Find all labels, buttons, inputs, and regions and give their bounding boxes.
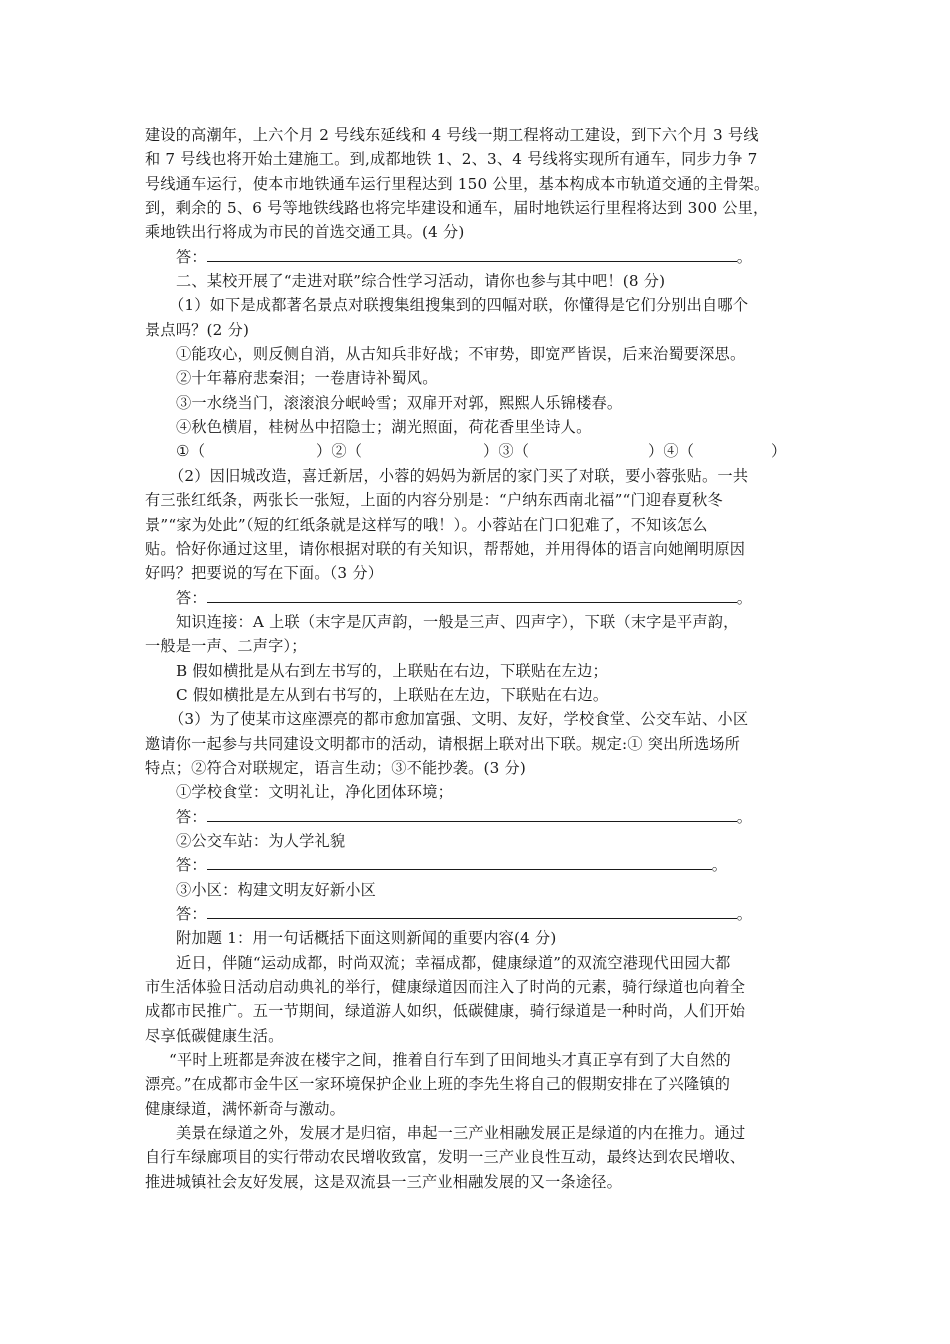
knowledge-line: B 假如横批是从右到左书写的，上联贴在右边，下联贴在左边；: [176, 661, 608, 680]
news-line: 美景在绿道之外，发展才是归宿，串起一三产业相融发展正是绿道的内在推力。通过: [176, 1124, 746, 1143]
section-title: 二、某校开展了“走进对联”综合性学习活动，请你也参与其中吧！(8 分): [176, 272, 666, 291]
question-line: 好吗？把要说的写在下面。（3 分）: [145, 564, 384, 583]
answer-period: 。: [736, 905, 753, 923]
question-line: 特点；②符合对联规定，语言生动；③不能抄袭。(3 分): [145, 758, 527, 777]
text-line: 和 7 号线也将开始土建施工。到,成都地铁 1、2、3、4 号线将实现所有通车，同步力争 7: [145, 150, 758, 169]
news-line: 漂亮。”在成都市金牛区一家环境保护企业上班的李先生将自己的假期安排在了兴隆镇的: [145, 1075, 731, 1094]
fill-in-parens-line: [145, 439, 820, 463]
news-line: 推进城镇社会友好发展，这是双流县一三产业相融发展的又一条途径。: [145, 1172, 623, 1191]
couplet-prompt: ②公交车站：为人学礼貌: [176, 831, 346, 850]
news-line: 市生活体验日活动启动典礼的举行，健康绿道因而注入了时尚的元素，骑行绿道也向着全: [145, 978, 746, 997]
answer-blank[interactable]: [207, 903, 737, 919]
knowledge-line: C 假如横批是左从到右书写的，上联贴在左边，下联贴在右边。: [176, 685, 609, 704]
knowledge-line: 一般是一声、二声字）；: [145, 637, 307, 656]
couplet-prompt: ①学校食堂：文明礼让，净化团体环境；: [176, 783, 453, 802]
answer-line: [145, 586, 820, 610]
question-line: 邀请你一起参与共同建设文明都市的活动，请根据上联对出下联。规定:① 突出所选场所: [145, 734, 741, 753]
news-line: 近日，伴随“运动成都，时尚双流；幸福成都，健康绿道”的双流空港现代田园大都: [176, 953, 731, 972]
knowledge-line: 知识连接：A 上联（末字是仄声韵，一般是三声、四声字），下联（末字是平声韵，: [176, 612, 739, 631]
answer-blank[interactable]: [207, 587, 737, 603]
answer-period: 。: [736, 807, 753, 826]
answer-label: 答：: [176, 247, 207, 266]
question-line: （3）为了使某市这座漂亮的都市愈加富强、文明、友好，学校食堂、公交车站、小区: [169, 710, 749, 729]
question-line: （2）因旧城改造，喜迁新居，小蓉的妈妈为新居的家门买了对联，要小蓉张贴。一共: [169, 466, 749, 485]
question-line: （1）如下是成都著名景点对联搜集组搜集到的四幅对联，你懂得是它们分别出自哪个: [169, 296, 749, 315]
text-line: 到，剩余的 5、6 号等地铁线路也将完毕建设和通车，届时地铁运行里程将达到 300 公里，: [145, 199, 769, 218]
news-line: “平时上班都是奔波在楼宇之间，推着自行车到了田间地头才真正享有到了大自然的: [169, 1051, 731, 1070]
news-line: 健康绿道，满怀新奇与激动。: [145, 1099, 346, 1118]
answer-label: 答：: [176, 905, 207, 923]
paren-3[interactable]: ）③（: [483, 442, 530, 461]
news-line: 自行车绿廊项目的实行带动农民增收致富，发明一三产业良性互动，最终达到农民增收、: [145, 1148, 746, 1167]
answer-line: [145, 245, 820, 269]
couplet-prompt: ③小区：构建文明友好新小区: [176, 880, 377, 899]
question-line: 贴。恰好你通过这里，请你根据对联的有关知识，帮帮她，并用得体的语言向她阐明原因: [145, 539, 746, 558]
couplet-line: ③一水绕当门，滚滚浪分岷岭雪；双扉开对郭，熙熙人乐锦楼春。: [176, 393, 623, 412]
question-line: 景”“家为处此”（短的红纸条就是这样写的哦！）。小蓉站在门口犯难了，不知该怎么: [145, 515, 708, 534]
answer-label: 答：: [176, 807, 207, 826]
news-line: 成都市民推广。五一节期间，绿道游人如织，低碳健康，骑行绿道是一种时尚，人们开始: [145, 1002, 746, 1021]
answer-label: 答：: [176, 588, 207, 607]
paren-2[interactable]: ）②（: [316, 442, 363, 461]
couplet-line: ④秋色横眉，桂树丛中招隐士；湖光照面，荷花香里坐诗人。: [176, 418, 592, 437]
question-line: 有三张红纸条，两张长一张短，上面的内容分别是：“户纳东西南北福”“门迎春夏秋冬: [145, 491, 723, 510]
paren-4[interactable]: ）④（: [648, 442, 695, 461]
answer-period: 。: [736, 588, 753, 607]
text-line: 乘地铁出行将成为市民的首选交通工具。(4 分): [145, 223, 465, 242]
answer-line: [145, 853, 820, 877]
answer-blank[interactable]: [207, 246, 737, 262]
extra-question-title: 附加题 1：用一句话概括下面这则新闻的重要内容(4 分): [176, 929, 557, 948]
answer-label: 答：: [176, 856, 207, 875]
answer-line: [145, 902, 820, 926]
paren-1[interactable]: ①（: [176, 442, 206, 461]
answer-line: [145, 805, 820, 829]
text-line: 号线通车运行，使本市地铁通车运行里程达到 150 公里，基本构成本市轨道交通的主骨架。: [145, 174, 770, 193]
document-page: [145, 123, 820, 1194]
answer-period: 。: [736, 247, 753, 266]
answer-blank[interactable]: [207, 806, 737, 822]
answer-blank[interactable]: [207, 854, 712, 870]
news-line: 尽享低碳健康生活。: [145, 1026, 284, 1045]
couplet-line: ②十年幕府悲秦泪；一卷唐诗补蜀风。: [176, 369, 438, 388]
couplet-line: ①能攻心，则反侧自消，从古知兵非好战；不审势，即宽严皆误，后来治蜀要深思。: [176, 345, 746, 364]
question-line: 景点吗？(2 分): [145, 320, 250, 339]
answer-period: 。: [711, 856, 728, 875]
text-line: 建设的高潮年，上六个月 2 号线东延线和 4 号线一期工程将动工建设，到下六个月 3 号线: [145, 126, 759, 144]
paren-close: ）: [771, 442, 787, 461]
